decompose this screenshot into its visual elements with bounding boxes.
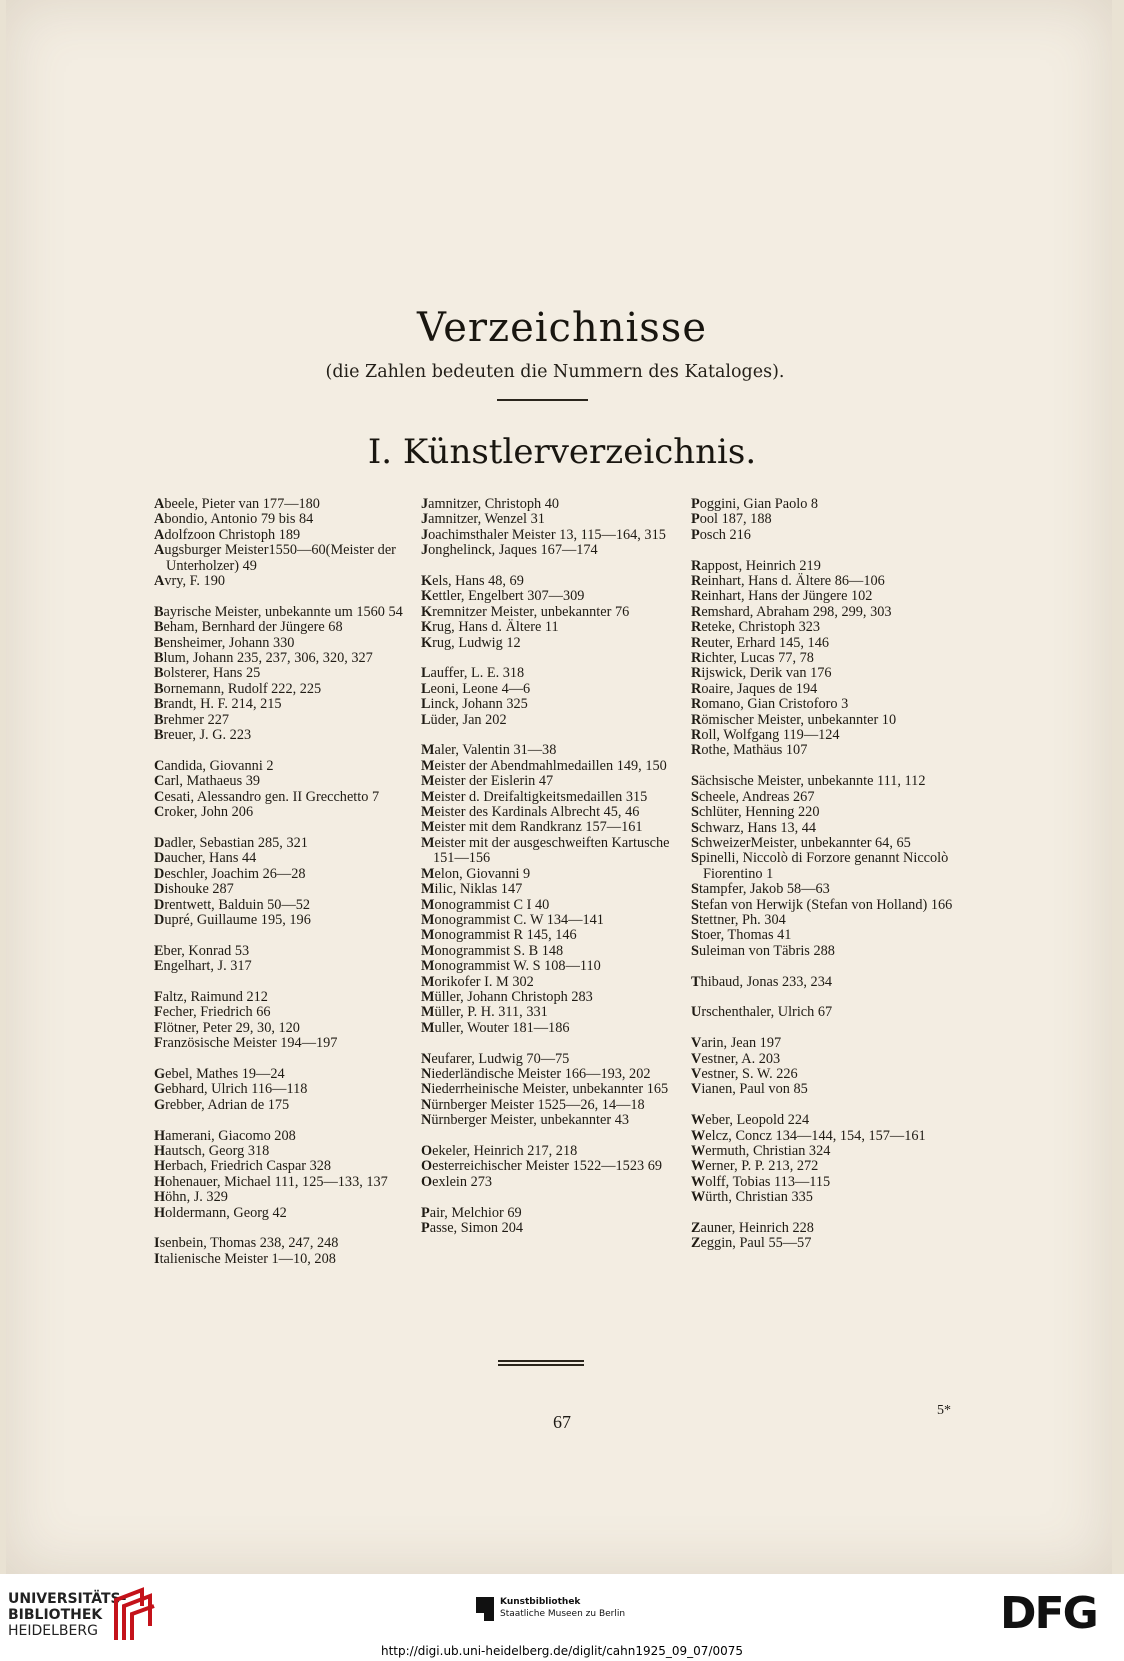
kunstbibliothek-logo-icon	[476, 1597, 494, 1621]
index-column-3	[691, 497, 953, 1252]
index-entry: Italienische Meister 1—10, 208	[154, 1250, 336, 1267]
index-entry: Linck, Johann 325	[421, 696, 528, 713]
index-entry: Dadler, Sebastian 285, 321	[154, 834, 308, 851]
index-entry: Oexlein 273	[421, 1173, 493, 1190]
index-entry: Engelhart, J. 317	[154, 958, 252, 975]
index-entry: Neufarer, Ludwig 70—75	[421, 1050, 570, 1067]
entry-gap	[154, 589, 416, 604]
source-url[interactable]: http://digi.ub.uni-heidelberg.de/diglit/cahn1925_09_07/0075	[380, 1644, 744, 1658]
index-entry: Herbach, Friedrich Caspar 328	[154, 1158, 332, 1175]
index-entry: Niederländische Meister 166—193, 202	[421, 1065, 651, 1082]
index-entry: Schwarz, Hans 13, 44	[691, 819, 817, 836]
index-entry: Rijswick, Derik van 176	[691, 665, 832, 682]
index-entry: Monogrammist S. B 148	[421, 942, 564, 959]
index-entry: Avry, F. 190	[154, 573, 226, 590]
index-entry: Weber, Leopold 224	[691, 1112, 810, 1129]
index-entry: Reuter, Erhard 145, 146	[691, 634, 829, 651]
sheet-signature: 5*	[937, 1403, 951, 1418]
index-entry: Würth, Christian 335	[691, 1189, 813, 1206]
index-entry: Muller, Wouter 181—186	[421, 1019, 570, 1036]
index-entry: Stefan von Herwijk (Stefan von Holland) 166	[691, 896, 953, 913]
entry-gap	[421, 1036, 683, 1051]
index-entry: Leoni, Leone 4—6	[421, 680, 531, 697]
index-entry: Vestner, S. W. 226	[691, 1065, 798, 1082]
index-entry: Jamnitzer, Christoph 40	[421, 496, 560, 512]
index-entry: Richter, Lucas 77, 78	[691, 650, 814, 667]
entry-gap	[421, 559, 683, 574]
index-entry: Meister der Eislerin 47	[421, 773, 554, 790]
index-entry: Wolff, Tobias 113—115	[691, 1173, 831, 1190]
index-entry: Reinhart, Hans der Jüngere 102	[691, 588, 873, 605]
index-entry: Lauffer, L. E. 318	[421, 665, 525, 682]
index-entry: Roll, Wolfgang 119—124	[691, 727, 840, 744]
index-entry: Meister des Kardinals Albrecht 45, 46	[421, 804, 640, 821]
index-entry: Reteke, Christoph 323	[691, 619, 821, 636]
index-entry: Flötner, Peter 29, 30, 120	[154, 1019, 300, 1036]
index-entry: Melon, Giovanni 9	[421, 865, 531, 882]
index-entry: Oesterreichischer Meister 1522—1523 69	[421, 1158, 662, 1175]
viewer-footer	[0, 1574, 1124, 1661]
index-entry: Jamnitzer, Wenzel 31	[421, 511, 545, 528]
index-entry: Holdermann, Georg 42	[154, 1204, 287, 1221]
index-entry: Schlüter, Henning 220	[691, 804, 820, 821]
index-entry: Bensheimer, Johann 330	[154, 634, 295, 651]
entry-gap	[154, 928, 416, 943]
index-entry: Französische Meister 194—197	[154, 1035, 338, 1052]
index-entry: Römischer Meister, unbekannter 10	[691, 711, 897, 728]
kb-line-1: Kunstbibliothek	[500, 1597, 581, 1607]
index-entry: Milic, Niklas 147	[421, 881, 523, 898]
index-entry: Carl, Mathaeus 39	[154, 773, 261, 790]
index-entry: Gebel, Mathes 19—24	[154, 1065, 285, 1082]
index-entry: Deschler, Joachim 26—28	[154, 865, 306, 882]
index-entry: Beham, Bernhard der Jüngere 68	[154, 619, 343, 636]
index-entry: Fecher, Friedrich 66	[154, 1004, 271, 1021]
page-title: Verzeichnisse	[417, 305, 707, 351]
index-entry: Müller, P. H. 311, 331	[421, 1004, 548, 1021]
index-entry: Spinelli, Niccolò di Forzore genannt Niccolò Fiorentino 1	[691, 850, 949, 882]
index-entry: Meister d. Dreifaltigkeitsmedaillen 315	[421, 788, 648, 805]
uni-line-2: BIBLIOTHEK	[8, 1607, 103, 1623]
index-entry: Monogrammist C I 40	[421, 896, 550, 913]
index-entry: Blum, Johann 235, 237, 306, 320, 327	[154, 650, 373, 667]
index-entry: Zeggin, Paul 55—57	[691, 1235, 812, 1252]
index-entry: Rappost, Heinrich 219	[691, 557, 821, 574]
index-entry: Vianen, Paul von 85	[691, 1081, 808, 1098]
index-entry: Pool 187, 188	[691, 511, 772, 528]
index-entry: Augsburger Meister1550—60(Meister der Unterholzer) 49	[154, 542, 396, 574]
index-entry: Faltz, Raimund 212	[154, 988, 268, 1005]
entry-gap	[691, 990, 953, 1005]
index-entry: Abeele, Pieter van 177—180	[154, 496, 320, 512]
index-entry: Lüder, Jan 202	[421, 711, 507, 728]
index-entry: Hohenauer, Michael 111, 125—133, 137	[154, 1173, 388, 1190]
index-entry: Grebber, Adrian de 175	[154, 1096, 290, 1113]
section-title: I. Künstlerverzeichnis.	[367, 432, 757, 472]
entry-gap	[421, 1190, 683, 1205]
index-entry: Stettner, Ph. 304	[691, 911, 786, 928]
index-entry: Croker, John 206	[154, 804, 254, 821]
index-entry: Stampfer, Jakob 58—63	[691, 881, 830, 898]
index-entry: Bayrische Meister, unbekannte um 1560 54	[154, 603, 403, 620]
index-entry: Urschenthaler, Ulrich 67	[691, 1004, 833, 1021]
university-logo-icon	[112, 1586, 158, 1644]
index-entry: Monogrammist C. W 134—141	[421, 911, 604, 928]
index-entry: Bolsterer, Hans 25	[154, 665, 261, 682]
index-entry: Sächsische Meister, unbekannte 111, 112	[691, 773, 926, 790]
index-entry: Meister der Abendmahlmedaillen 149, 150	[421, 757, 667, 774]
entry-gap	[154, 743, 416, 758]
index-entry: Daucher, Hans 44	[154, 850, 257, 867]
entry-gap	[691, 543, 953, 558]
index-entry: Posch 216	[691, 526, 751, 543]
index-entry: Adolfzoon Christoph 189	[154, 526, 301, 543]
index-entry: Wermuth, Christian 324	[691, 1142, 831, 1159]
index-entry: Stoer, Thomas 41	[691, 927, 792, 944]
bottom-divider	[498, 1360, 584, 1362]
index-entry: Roaire, Jaques de 194	[691, 680, 818, 697]
index-entry: Reinhart, Hans d. Ältere 86—106	[691, 573, 885, 590]
entry-gap	[691, 1206, 953, 1221]
index-column-2	[421, 497, 683, 1236]
index-entry: Kettler, Engelbert 307—309	[421, 588, 585, 605]
entry-gap	[691, 959, 953, 974]
kunstbibliothek-label[interactable]	[500, 1596, 625, 1620]
index-entry: Suleiman von Täbris 288	[691, 942, 835, 959]
index-entry: Brandt, H. F. 214, 215	[154, 696, 282, 713]
index-entry: Monogrammist R 145, 146	[421, 927, 577, 944]
uni-line-3: HEIDELBERG	[8, 1623, 98, 1639]
bottom-divider-2	[498, 1364, 584, 1366]
entry-gap	[421, 1129, 683, 1144]
entry-gap	[154, 1221, 416, 1236]
index-entry: Varin, Jean 197	[691, 1035, 782, 1052]
page-number: 67	[553, 1412, 571, 1432]
index-entry: Joachimsthaler Meister 13, 115—164, 315	[421, 526, 666, 543]
index-entry: Werner, P. P. 213, 272	[691, 1158, 819, 1175]
kb-line-2: Staatliche Museen zu Berlin	[500, 1609, 626, 1619]
index-entry: Nürnberger Meister 1525—26, 14—18	[421, 1096, 645, 1113]
index-entry: Scheele, Andreas 267	[691, 788, 815, 805]
index-entry: Maler, Valentin 31—38	[421, 742, 557, 759]
index-entry: Meister mit der ausgeschweiften Kartusche 151—156	[421, 834, 670, 867]
index-entry: Pair, Melchior 69	[421, 1204, 522, 1221]
index-entry: Breuer, J. G. 223	[154, 727, 252, 744]
entry-gap	[154, 1113, 416, 1128]
entry-gap	[691, 1098, 953, 1113]
index-entry: Morikofer I. M 302	[421, 973, 534, 990]
entry-gap	[691, 759, 953, 774]
entry-gap	[421, 651, 683, 666]
index-entry: Nürnberger Meister, unbekannter 43	[421, 1112, 629, 1129]
entry-gap	[154, 975, 416, 990]
entry-gap	[691, 1021, 953, 1036]
index-entry: Cesati, Alessandro gen. II Grecchetto 7	[154, 788, 380, 805]
index-entry: Thibaud, Jonas 233, 234	[691, 973, 832, 990]
index-entry: Eber, Konrad 53	[154, 942, 250, 959]
index-entry: Remshard, Abraham 298, 299, 303	[691, 603, 892, 620]
uni-line-1: UNIVERSITÄTS-	[8, 1591, 127, 1607]
index-entry: Müller, Johann Christoph 283	[421, 988, 593, 1005]
index-entry: Niederrheinische Meister, unbekannter 165	[421, 1081, 669, 1098]
university-library-name[interactable]	[8, 1591, 126, 1639]
entry-gap	[154, 821, 416, 836]
index-entry: Bornemann, Rudolf 222, 225	[154, 680, 322, 697]
index-entry: Candida, Giovanni 2	[154, 757, 274, 774]
index-entry: Hamerani, Giacomo 208	[154, 1127, 296, 1144]
index-entry: Oekeler, Heinrich 217, 218	[421, 1142, 578, 1159]
index-entry: Isenbein, Thomas 238, 247, 248	[154, 1235, 339, 1252]
index-entry: Krug, Ludwig 12	[421, 634, 521, 651]
index-entry: Gebhard, Ulrich 116—118	[154, 1081, 308, 1098]
index-entry: Romano, Gian Cristoforo 3	[691, 696, 849, 713]
index-entry: Hautsch, Georg 318	[154, 1142, 270, 1159]
index-entry: Höhn, J. 329	[154, 1189, 228, 1206]
index-entry: Meister mit dem Randkranz 157—161	[421, 819, 643, 836]
index-entry: Vestner, A. 203	[691, 1050, 781, 1067]
index-entry: Drentwett, Balduin 50—52	[154, 896, 311, 913]
index-entry: Krug, Hans d. Ältere 11	[421, 619, 559, 636]
index-entry: Rothe, Mathäus 107	[691, 742, 808, 759]
index-column-1	[154, 497, 416, 1267]
index-entry: Kremnitzer Meister, unbekannter 76	[421, 603, 630, 620]
index-entry: Monogrammist W. S 108—110	[421, 958, 601, 975]
index-entry: Poggini, Gian Paolo 8	[691, 496, 819, 512]
index-entry: Dishouke 287	[154, 881, 234, 898]
index-entry: Jonghelinck, Jaques 167—174	[421, 542, 598, 559]
index-entry: Kels, Hans 48, 69	[421, 573, 524, 590]
entry-gap	[421, 728, 683, 743]
index-entry: Zauner, Heinrich 228	[691, 1219, 814, 1236]
index-entry: Welcz, Concz 134—144, 154, 157—161	[691, 1127, 926, 1144]
index-entry: SchweizerMeister, unbekannter 64, 65	[691, 834, 911, 851]
index-entry: Brehmer 227	[154, 711, 230, 728]
entry-gap	[154, 1052, 416, 1067]
index-entry: Passe, Simon 204	[421, 1220, 524, 1236]
dfg-logo[interactable]: DFG	[1000, 1588, 1097, 1639]
index-entry: Abondio, Antonio 79 bis 84	[154, 511, 314, 528]
page-subtitle: (die Zahlen bedeuten die Nummern des Kataloges).	[325, 362, 785, 382]
index-entry: Dupré, Guillaume 195, 196	[154, 911, 311, 928]
title-divider	[497, 399, 588, 401]
